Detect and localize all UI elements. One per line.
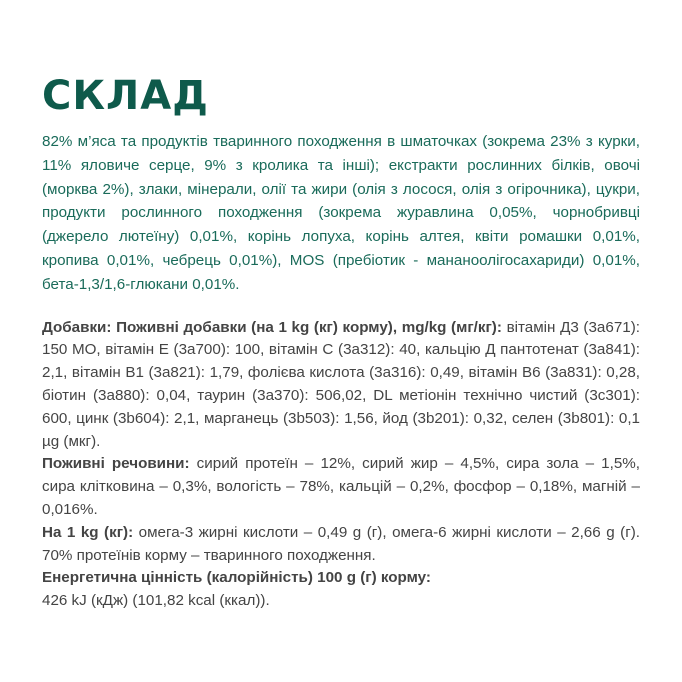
nutrients-label: Поживні речовини: <box>42 455 190 473</box>
composition-page <box>42 72 640 613</box>
additives-section <box>42 317 640 454</box>
energy-text: 426 kJ (кДж) (101,82 kcal (ккал)). <box>42 592 270 610</box>
page-title: СКЛАД <box>42 73 209 119</box>
nutrients-section <box>42 453 640 521</box>
per-kg-text: омега-3 жирні кислоти – 0,49 g (г), омега-6 жирні кислоти – 2,66 g (г). 70% протеїнів корму – тваринного походження. <box>42 523 641 564</box>
per-kg-section <box>42 522 640 568</box>
energy-section <box>42 567 640 613</box>
per-kg-label: На 1 kg (кг): <box>42 523 134 541</box>
energy-label: Енергетична цінність (калорійність) 100 g (г) корму: <box>42 569 431 587</box>
additives-label: Добавки: Поживні добавки (на 1 kg (кг) корму), mg/kg (мг/кг): <box>42 318 502 336</box>
nutrients-text: сирий протеїн – 12%, сирий жир – 4,5%, сира зола – 1,5%, сира клітковина – 0,3%, вологість – 78%, кальцій – 0,2%, фосфор – 0,18%, магній – 0,016%. <box>42 455 640 518</box>
additives-text: вітамін Д3 (3а671): 150 МО, вітамін Е (3а700): 100, вітамін С (3а312): 40, кальцію Д пантотенат (3а841): 2,1, вітамін В1 (3а821): 1,79, фолієва кислота (3а316): 0,49, вітамін В6 (3а831): 0,28, біотин (3а880): 0,04, таурин (3а370): 506,02, DL метіонін технічно чистий (3с301): 600, цинк (3b604): 2,1, марганець (3b503): 1,56, йод (3b201): 0,32, селен (3b801): 0,1 µg (мкг). <box>42 318 640 450</box>
composition-paragraph: 82% м’яса та продуктів тваринного походження в шматочках (зокрема 23% з курки, 11% яловиче серце, 9% з кролика та інші); екстракти рослинних білків, овочі (морква 2%), злаки, мінерали, олії та жири (олія з лосося, олія з огірочника), цукри, продукти рослинного походження (зокрема журавлина 0,05%, чорнобривці (джерело лютеїну) 0,01%, корінь лопуха, корінь алтея, квіти ромашки 0,01%, кропива 0,01%, чебрець 0,01%), MOS (пребіотик - мананоолігосахариди) 0,01%, бета-1,3/1,6-глюкани 0,01%. <box>42 133 640 293</box>
